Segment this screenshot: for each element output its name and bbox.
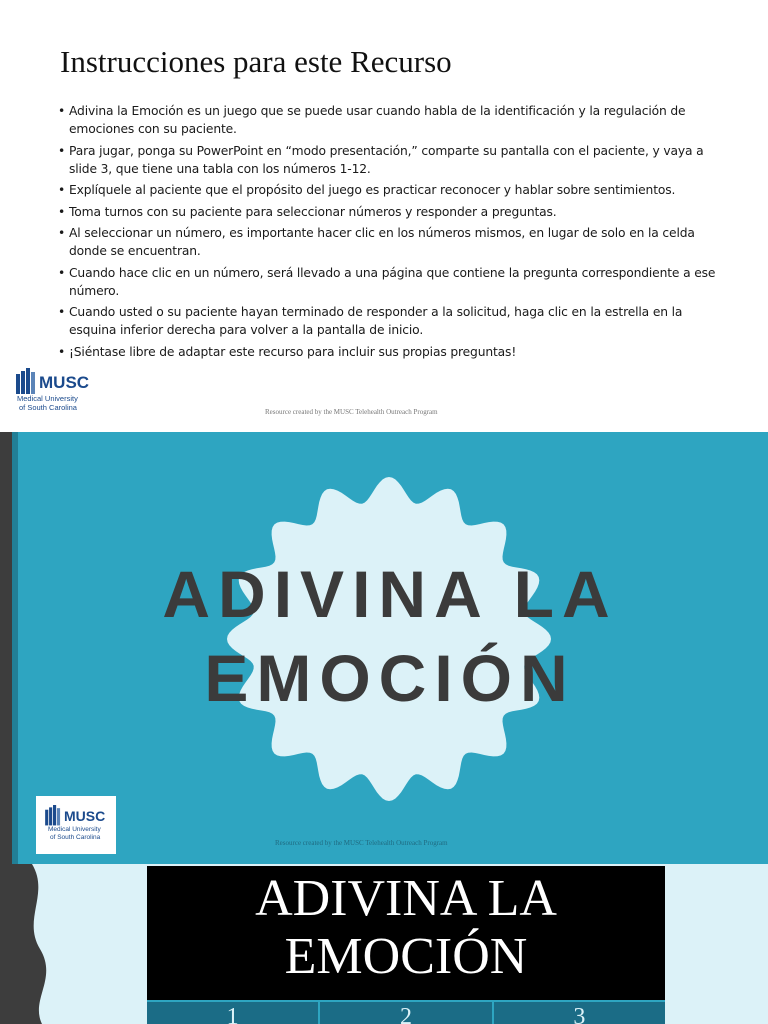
game-title-line1: ADIVINA LA [162,557,618,631]
instruction-item: • ¡Siéntase libre de adaptar este recurso para incluir sus propias preguntas! [58,343,718,361]
number-grid [147,1000,665,1024]
slide-instructions [0,0,768,432]
instruction-item: • Adivina la Emoción es un juego que se puede usar cuando habla de la identificación y la regulación de emociones con su paciente. [58,102,718,138]
musc-logo [44,805,105,842]
instructions-list [58,102,718,364]
board-title-line2: EMOCIÓN [284,928,528,985]
game-title [150,552,630,720]
number-cell-1[interactable]: 1 [226,1004,239,1024]
number-cell-3[interactable]: 3 [492,1002,665,1024]
instruction-item: • Cuando usted o su paciente hayan terminado de responder a la solicitud, haga clic en la estrella en la esquina inferior derecha para volver a la pantalla de inicio. [58,303,718,339]
slide-title: Instrucciones para este Recurso [60,44,452,79]
side-bar [0,432,12,864]
slide-title-card [0,432,768,864]
credit-text: Resource created by the MUSC Telehealth Outreach Program [275,839,448,847]
number-cell-2[interactable]: 2 [318,1002,491,1024]
board-right-margin [665,864,768,1024]
side-bar-accent [12,432,18,864]
musc-building-icon [15,368,37,396]
game-title-line2: EMOCIÓN [204,641,576,715]
instruction-item: • Para jugar, ponga su PowerPoint en “modo presentación,” comparte su pantalla con el paciente, y vaya a slide 3, que tiene una tabla con los números 1-12. [58,142,718,178]
instruction-item: • Al seleccionar un número, es importante hacer clic en los números mismos, en lugar de solo en la celda donde se encuentran. [58,224,718,260]
instruction-item: • Explíquele al paciente que el propósito del juego es practicar reconocer y hablar sobre sentimientos. [58,181,718,199]
board-title-line1: ADIVINA LA [255,870,557,927]
musc-building-icon [44,805,62,827]
logo-line1: Medical University [48,826,101,833]
logo-line2: of South Carolina [50,834,101,841]
logo-name: MUSC [64,808,106,824]
musc-logo-box [36,796,116,854]
logo-line2: of South Carolina [19,403,77,412]
board-title [147,870,665,986]
board-panel [147,866,665,1024]
instruction-item: • Cuando hace clic en un número, será llevado a una página que contiene la pregunta correspondiente a ese número. [58,264,718,300]
credit-text: Resource created by the MUSC Telehealth Outreach Program [265,408,438,416]
logo-line1: Medical University [17,394,78,403]
musc-logo [15,368,89,412]
instruction-item: • Toma turnos con su paciente para seleccionar números y responder a preguntas. [58,203,718,221]
wave-decoration [0,864,60,1024]
logo-name: MUSC [39,373,90,392]
slide-number-board [0,864,768,1024]
